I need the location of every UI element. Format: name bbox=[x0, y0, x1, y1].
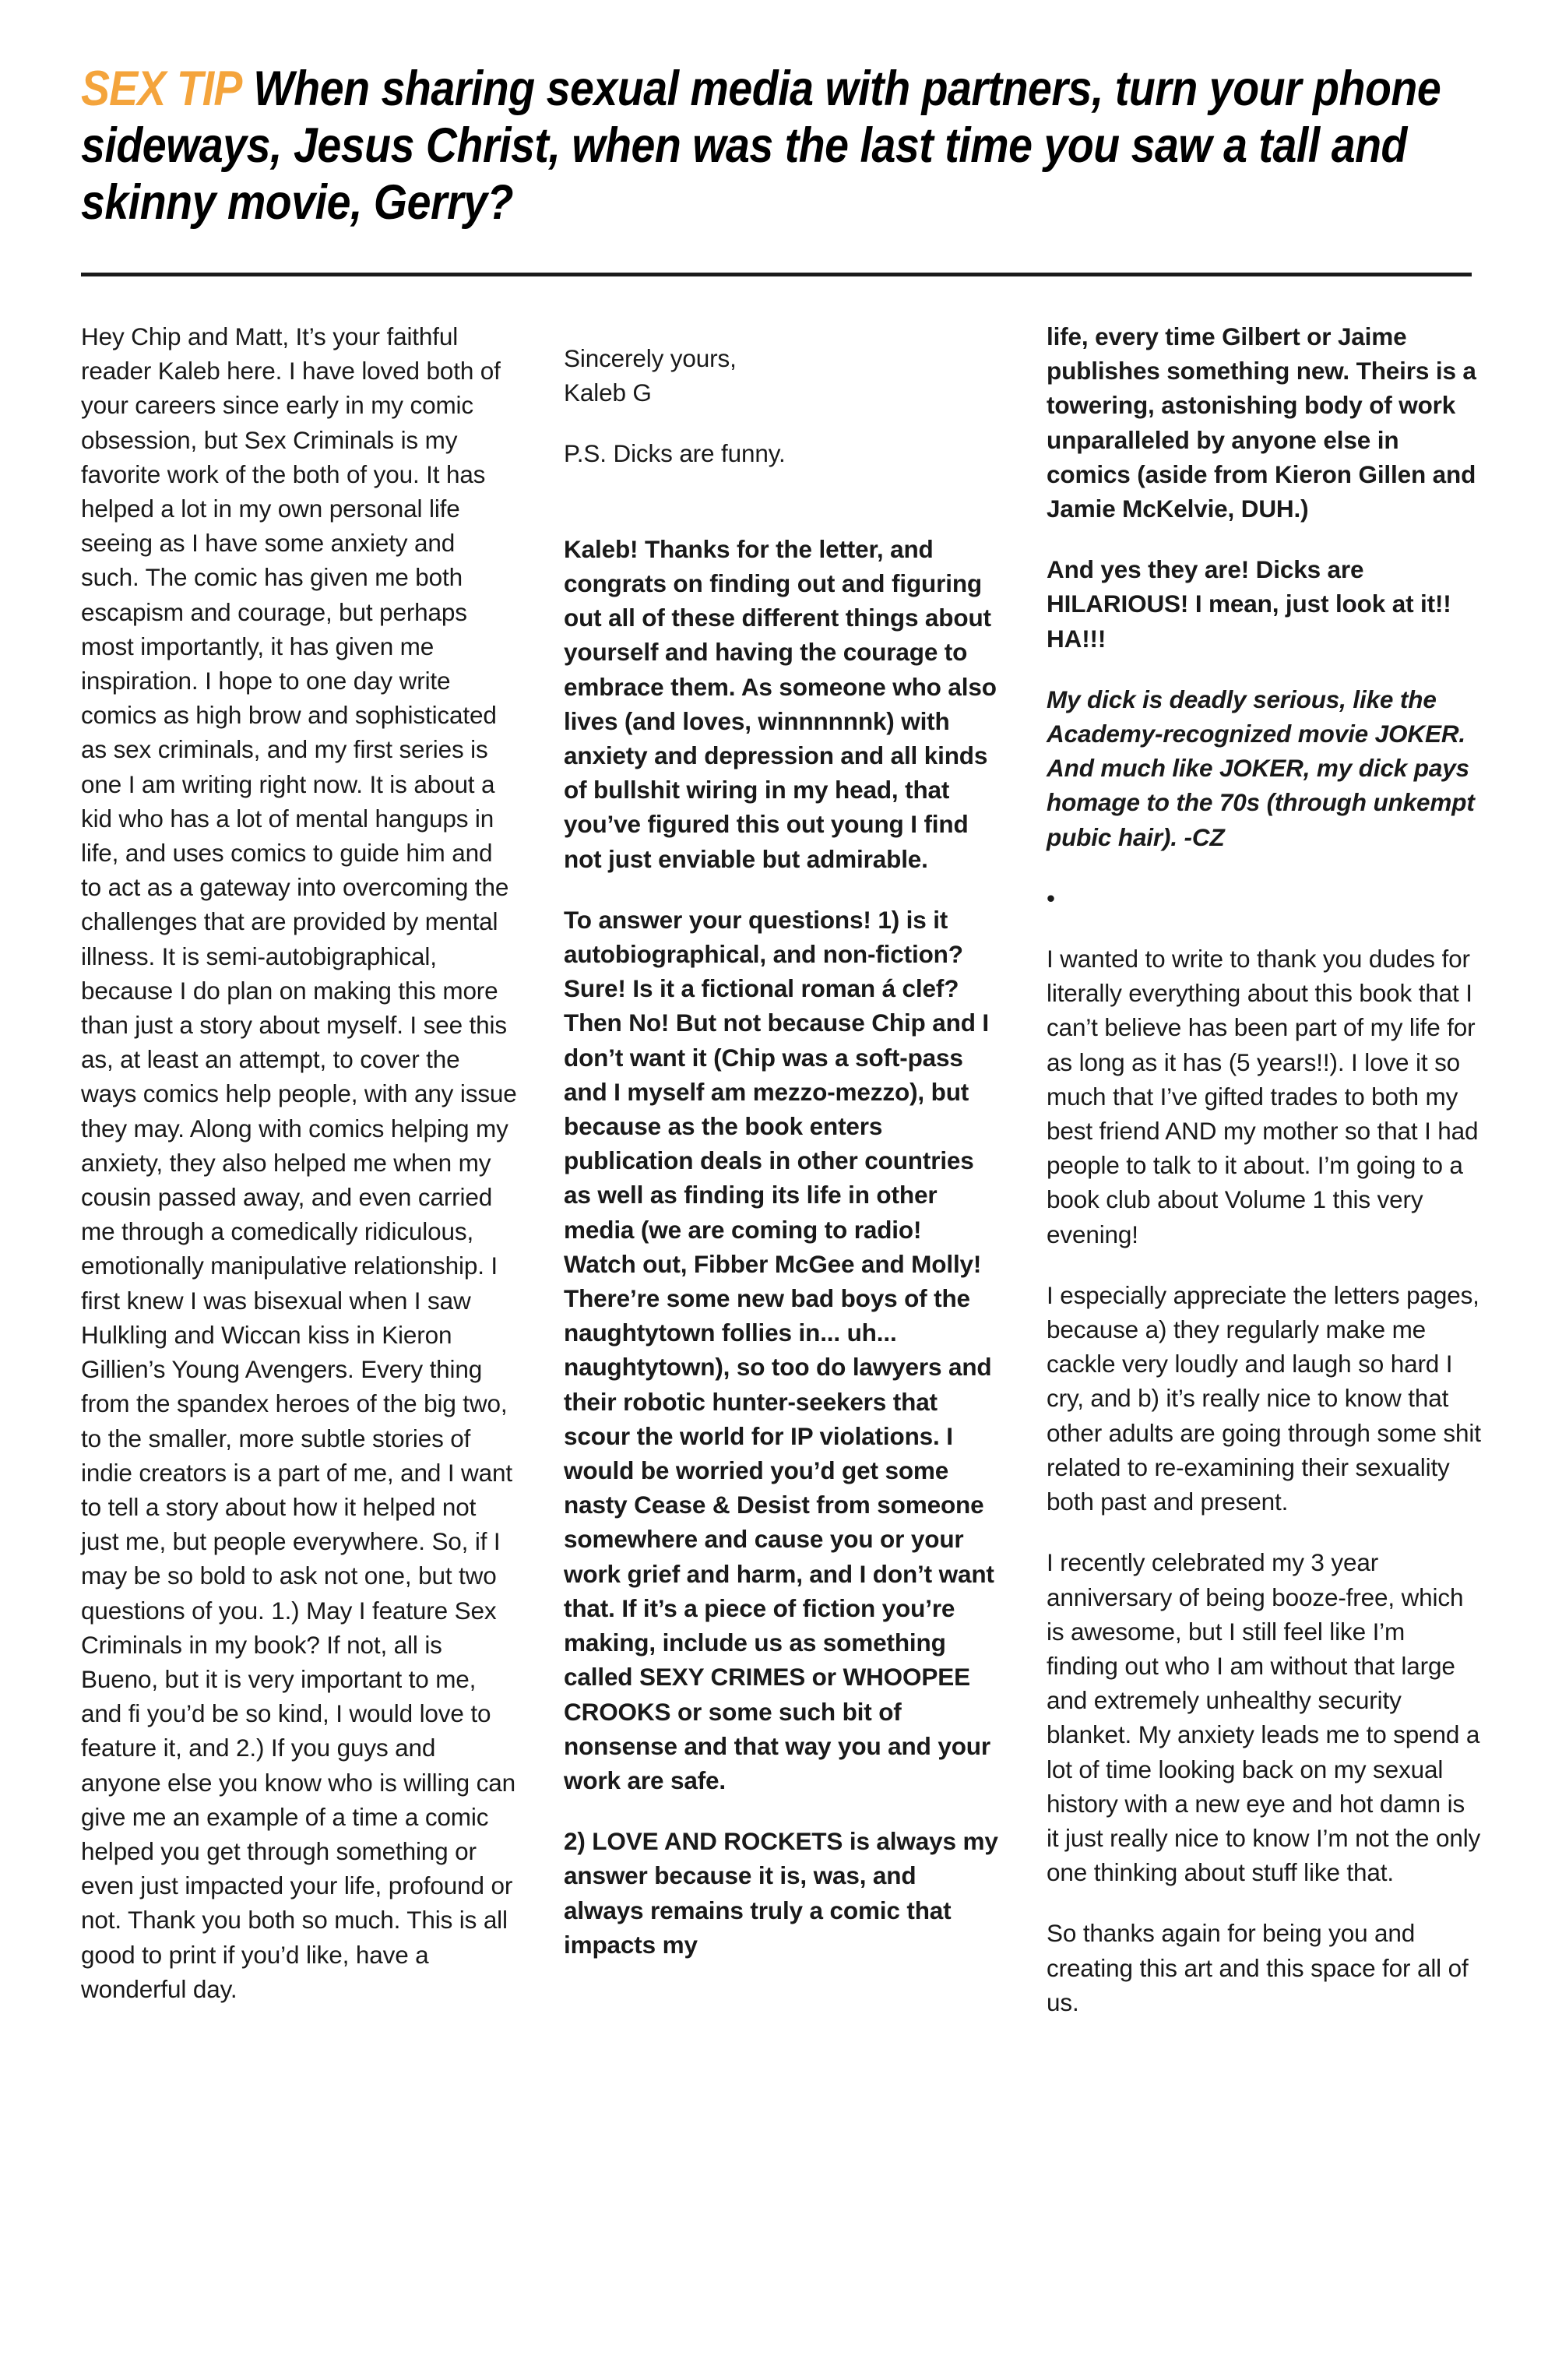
columns-container bbox=[81, 319, 1483, 2019]
letter-body-paragraph: I recently celebrated my 3 year anniversary of being booze-free, which is awesome, but I still feel like I’m finding out who I am without that large and extremely unhealthy security blanket. My anxiety leads me to spend a lot of time looking back on my sexual history with a new eye and hot damn is it just really nice to know I’m not the only one thinking about stuff like that. bbox=[1047, 1548, 1481, 1887]
reply-paragraph: To answer your questions! 1) is it autobiographical, and non-fiction? Sure! Is it a fictional roman á clef? Then No! But not because Chip and I don’t want it (Chip was a soft-pass and I myself am mezzo-mezzo), but because as the book enters publication deals in other countries as well as finding its life in other media (we are coming to radio! Watch out, Fibber McGee and Molly! There’re some new bad boys of the naughtytown follies in... uh... naughtytown), so too do lawyers and their robotic hunter-seekers that scour the world for IP violations. I would be worried you’d get some nasty Cease & Desist from someone somewhere and cause you or your work grief and harm, and I don’t want that. If it’s a piece of fiction you’re making, include us as something called SEXY CRIMES or WHOOPEE CROOKS or some such bit of nonsense and that way you and your work are safe. bbox=[564, 905, 994, 1794]
column-one bbox=[81, 319, 517, 2019]
reply-paragraph: 2) LOVE AND ROCKETS is always my answer because it is, was, and always remains truly a comic that impacts my bbox=[564, 1827, 998, 1959]
letter-postscript: P.S. Dicks are funny. bbox=[564, 439, 786, 468]
letter-signature-name: Kaleb G bbox=[564, 378, 652, 407]
paragraph-spacer bbox=[564, 498, 1000, 532]
column-three bbox=[1047, 319, 1483, 2019]
letter-signoff-line: Sincerely yours, bbox=[564, 344, 737, 372]
headline-text: When sharing sexual media with partners, turn your phone sideways, Jesus Christ, when was the last time you saw a tall and skinny movie, Gerry? bbox=[81, 62, 1441, 231]
letter-body-paragraph: I especially appreciate the letters pages, because a) they regularly make me cackle very loudly and laugh so hard I cry, and b) it’s really nice to know that other adults are going through some shit related to re-examining their sexuality both past and present. bbox=[1047, 1280, 1481, 1516]
letter-body-paragraph: Hey Chip and Matt, It’s your faithful reader Kaleb here. I have loved both of your careers since early in my comic obsession, but Sex Criminals is my favorite work of the both of you. It has helped a lot in my own personal life seeing as I have some anxiety and such. The comic has given me both escapism and courage, but perhaps most importantly, it has given me inspiration. I hope to one day write comics as high brow and sophisticated as sex criminals, and my first series is one I am writing right now. It is about a kid who has a lot of mental hangups in life, and uses comics to guide him and to act as a gateway into overcoming the challenges that are provided by mental illness. It is semi-autobigraphical, because I do plan on making this more than just a story about myself. I see this as, at least an attempt, to cover the ways comics help people, with any issue they may. Along with comics helping my anxiety, they also helped me when my cousin passed away, and even carried me through a comedically ridiculous, emotionally manipulative relationship. I first knew I was bisexual when I saw Hulkling and Wiccan kiss in Kieron Gillien’s Young Avengers. Every thing from the spandex heroes of the big two, to the smaller, more subtle stories of indie creators is a part of me, and I want to tell a story about how it helped not just me, but people everywhere. So, if I may be so bold to ask not one, but two questions of you. 1.) May I feature Sex Criminals in my book? If not, all is Bueno, but it is very important to me, and fi you’d be so kind, I would love to feature it, and 2.) If you guys and anyone else you know who is willing can give me an example of a time a comic helped you get through something or even just impacted your life, profound or not. Thank you both so much. This is all good to print if you’d like, have a wonderful day. bbox=[81, 322, 517, 2003]
header-divider bbox=[81, 273, 1472, 276]
letter-body-paragraph: So thanks again for being you and creating this art and this space for all of us. bbox=[1047, 1919, 1469, 2016]
reply-paragraph: Kaleb! Thanks for the letter, and congrats on finding out and figuring out all of these different things about yourself and having the courage to embrace them. As someone who also lives (and loves, winnnnnnk) with anxiety and depression and all kinds of bullshit wiring in my head, that you’ve figured this out young I find not just enviable but admirable. bbox=[564, 534, 997, 873]
reply-paragraph: And yes they are! Dicks are HILARIOUS! I mean, just look at it!! HA!!! bbox=[1047, 555, 1451, 653]
letter-body-paragraph: I wanted to write to thank you dudes for literally everything about this book that I can’t believe has been part of my life for as long as it has (5 years!!). I love it so much that I’ve gifted trades to both my best friend AND my mother so that I had people to talk to it about. I’m going to a book club about Volume 1 this very evening! bbox=[1047, 945, 1479, 1248]
letter-separator-bullet: • bbox=[1047, 883, 1056, 912]
column-two bbox=[564, 319, 1000, 2019]
page-title bbox=[81, 61, 1474, 231]
headline-block bbox=[81, 61, 1475, 231]
reply-quip-signed: My dick is deadly serious, like the Academy-recognized movie JOKER. And much like JOKER, my dick pays homage to the 70s (through unkempt pubic hair). -CZ bbox=[1047, 685, 1475, 851]
reply-paragraph-continued: life, every time Gilbert or Jaime publishes something new. Theirs is a towering, astonishing body of work unparalleled by anyone else in comics (aside from Kieron Gillen and Jamie McKelvie, DUH.) bbox=[1047, 322, 1476, 523]
headline-kicker: SEX TIP bbox=[81, 62, 242, 116]
